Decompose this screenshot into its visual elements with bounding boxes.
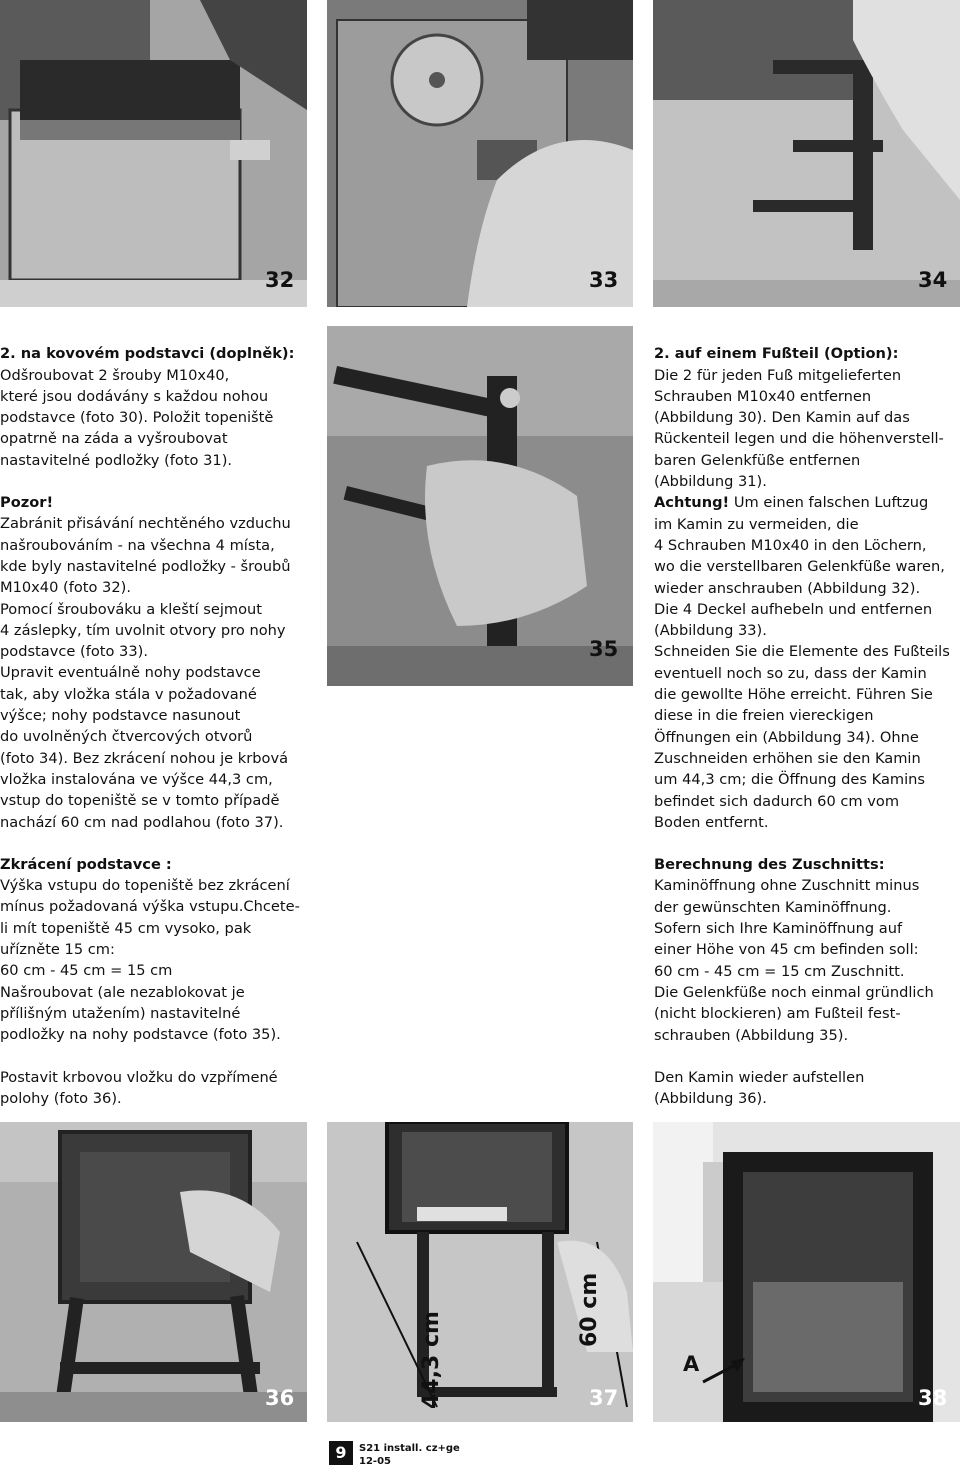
left-body-2: Výška vstupu do topeniště bez zkrácení mínus požadovaná výška vstupu.Chcete- li mít topeniště 45 cm vysoko, pak uřízněte 15 cm: 60 cm - 45 cm = 15 cm Našroubovat (ale nezablokovat je přílišným utažením) nastavitelné podložky na nohy podstavce (foto 35). [0, 877, 300, 1044]
photo-33-number: 33 [589, 268, 619, 292]
left-body-3: Postavit krbovou vložku do vzpřímené polohy (foto 36). [0, 1068, 278, 1107]
photo-37-dim-b: 60 cm [577, 1272, 602, 1347]
photo-34-image [653, 0, 960, 307]
photo-38-arrow-label: A [683, 1352, 700, 1376]
photo-35 [327, 326, 633, 686]
photo-32 [0, 0, 307, 307]
right-body-2: Kaminöffnung ohne Zuschnitt minus der gewünschten Kaminöffnung. Sofern sich Ihre Kaminöffnung auf einer Höhe von 45 cm befinden soll: 60 cm - 45 cm = 15 cm Zuschnitt. Die Gelenkfüße noch einmal gründlich (nicht blockieren) am Fußteil fest- schrauben (Abbildung 35). [654, 877, 934, 1044]
right-column [654, 322, 960, 1131]
photo-33-image [327, 0, 633, 307]
left-body-1: Zabránit přisávání nechtěného vzduchu našroubováním - na všechna 4 místa, kde byly nastavitelné podložky - šroubů M10x40 (foto 32). Pomocí šroubováku a kleští sejmout 4 záslepky, tím uvolnit otvory pro nohy podstavce (foto 33). Upravit eventuálně nohy podstavce tak, aby vložka stála v požadované výšce; nohy podstavce nasunout do uvolněných čtvercových otvorů (foto 34). Bez zkrácení nohou je krbová vložka instalována ve výšce 44,3 cm, vstup do topeniště se v tomto případě nachází 60 cm nad podlahou (foto 37). [0, 515, 291, 831]
photo-32-image [0, 0, 307, 307]
left-intro: Odšroubovat 2 šrouby M10x40, které jsou dodávány s každou nohou podstavce (foto 30). Položit topeniště opatrně na záda a vyšroubovat nastavitelné podložky (foto 31). [0, 366, 274, 469]
photo-38-number: 38 [918, 1386, 948, 1410]
photo-37-number: 37 [589, 1386, 619, 1410]
photo-36-number: 36 [265, 1386, 295, 1410]
photo-35-number: 35 [589, 637, 619, 661]
photo-38-image [653, 1122, 960, 1422]
right-subheading: Berechnung des Zuschnitts: [654, 856, 885, 874]
right-intro: Die 2 für jeden Fuß mitgelieferten Schrauben M10x40 entfernen (Abbildung 30). Den Kamin auf das Rückenteil legen und die höhenverstell- baren Gelenkfüße entfernen (Abbildung 31). [654, 366, 944, 491]
left-heading: 2. na kovovém podstavci (doplněk): [0, 345, 295, 363]
photo-35-image [327, 326, 633, 686]
page-number: 9 [329, 1441, 353, 1465]
photo-36 [0, 1122, 307, 1422]
right-warning-rest: Um einen falschen Luftzug [729, 494, 929, 512]
right-body-1: im Kamin zu vermeiden, die 4 Schrauben M10x40 in den Löchern, wo die verstellbaren Gelenkfüße waren, wieder anschrauben (Abbildung 32). Die 4 Deckel aufhebeln und entfernen (Abbildung 33). Schneiden Sie die Elemente des Fußteils eventuell noch so zu, dass der Kamin die gewollte Höhe erreicht. Führen Sie diese in die freien viereckigen Öffnungen ein (Abbildung 34). Ohne Zuschneiden erhöhen sie den Kamin um 44,3 cm; die Öffnung des Kamins befindet sich dadurch 60 cm vom Boden entfernt. [654, 515, 950, 831]
left-column [0, 322, 320, 1130]
doc-date: 12-05 [359, 1456, 391, 1467]
photo-33 [327, 0, 633, 307]
photo-34 [653, 0, 960, 307]
right-heading: 2. auf einem Fußteil (Option): [654, 345, 899, 363]
doc-code: S21 install. cz+ge [359, 1443, 460, 1454]
right-warning: Achtung! [654, 494, 730, 512]
left-warning: Pozor! [0, 494, 54, 512]
photo-36-image [0, 1122, 307, 1422]
left-subheading: Zkrácení podstavce : [0, 855, 172, 873]
photo-38 [653, 1122, 960, 1422]
photo-37-dim-a: 44,3 cm [419, 1311, 444, 1409]
right-body-3: Den Kamin wieder aufstellen (Abbildung 36). [654, 1068, 865, 1108]
photo-34-number: 34 [918, 268, 948, 292]
footer-info [359, 1442, 460, 1468]
photo-32-number: 32 [265, 268, 295, 292]
photo-37 [327, 1122, 633, 1422]
